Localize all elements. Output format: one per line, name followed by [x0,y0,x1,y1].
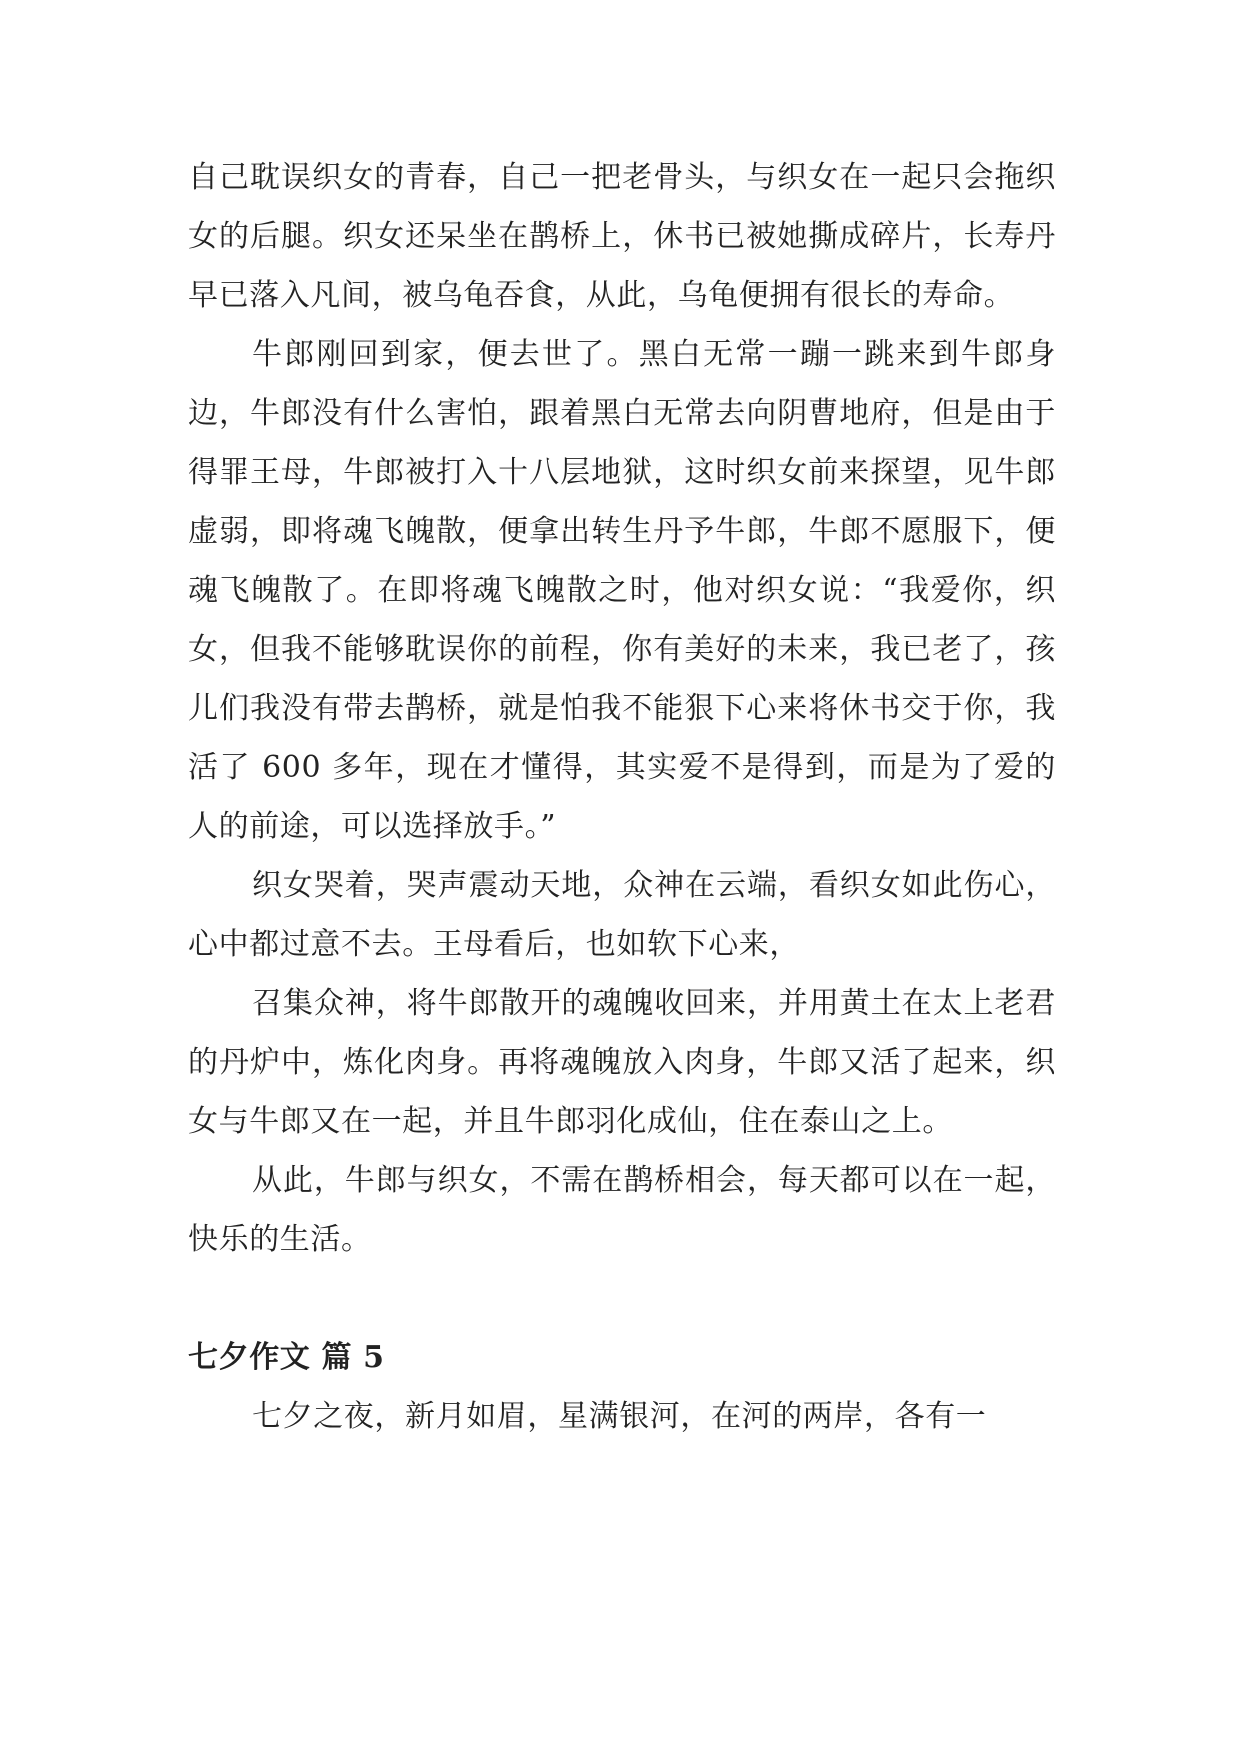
paragraph-1: 自己耽误织女的青春，自己一把老骨头，与织女在一起只会拖织女的后腿。织女还呆坐在鹊桥上，休书已被她撕成碎片，长寿丹早已落入凡间，被乌龟吞食，从此，乌龟便拥有很长的寿命。 [188,160,1056,313]
paragraph-3: 织女哭着，哭声震动天地，众神在云端，看织女如此伤心，心中都过意不去。王母看后，也如软下心来， [188,868,1056,962]
paragraph-4: 召集众神，将牛郎散开的魂魄收回来，并用黄土在太上老君的丹炉中，炼化肉身。再将魂魄放入肉身，牛郎又活了起来，织女与牛郎又在一起，并且牛郎羽化成仙，住在泰山之上。 [188,986,1056,1139]
paragraph-2: 牛郎刚回到家，便去世了。黑白无常一蹦一跳来到牛郎身边，牛郎没有什么害怕，跟着黑白无常去向阴曹地府，但是由于得罪王母，牛郎被打入十八层地狱，这时织女前来探望，见牛郎虚弱，即将魂飞魄散，便拿出转生丹予牛郎，牛郎不愿服下，便魂飞魄散了。在即将魂飞魄散之时，他对织女说：“我爱你，织女，但我不能够耽误你的前程，你有美好的未来，我已老了，孩儿们我没有带去鹊桥，就是怕我不能狠下心来将休书交于你，我活了 600 多年，现在才懂得，其实爱不是得到，而是为了爱的人的前途，可以选择放手。” [188,337,1056,844]
closing-paragraph: 七夕之夜，新月如眉，星满银河，在河的两岸，各有一 [252,1399,987,1434]
section-title: 七夕作文 篇 5 [188,1340,385,1375]
document-body [188,148,1056,1446]
paragraph-5: 从此，牛郎与织女，不需在鹊桥相会，每天都可以在一起，快乐的生活。 [188,1163,1056,1257]
